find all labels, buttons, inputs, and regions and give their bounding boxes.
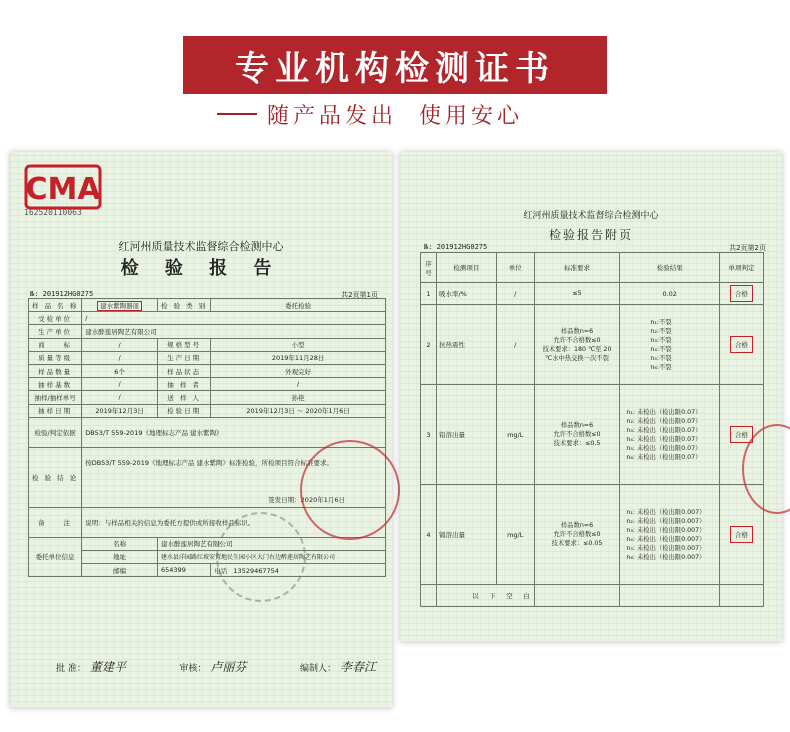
verdict-badge: 合格 [730,285,753,302]
right-doc-title: 检验报告附页 [548,228,633,242]
row-result-line: n₃:不裂 [650,336,672,344]
spec-label: 规格型号 [158,338,211,351]
signature-row [56,658,376,675]
conclusion-label: 检 验 结 论 [29,447,82,507]
row-result-line: n₁: 未检出（检出限0.07） [626,408,702,416]
test-date-value: 2019年12月3日 ～ 2020年1月6日 [211,404,386,417]
row-req-line: 样品数n=6 [560,327,594,335]
left-org-name: 红河州质量技术监督综合检测中心 [118,240,284,253]
row-no: 2 [421,305,437,385]
right-page-count: 共2页第2页 [729,244,766,252]
banner-title: 专业机构检测证书 [183,36,607,94]
base-qty-label: 抽样基数 [29,378,82,391]
left-report-no: №: 201912HG0275 [30,290,94,298]
remarks-value: 说明：与样品相关的信息为委托方提供或所接收样品标识。 [82,507,386,537]
trademark-label: 商 标 [29,338,82,351]
producer-value: 建水醉莲居陶艺有限公司 [82,325,386,338]
base-qty-value: / [82,378,158,391]
row-result-line: n₆: 未检出（检出限0.07） [626,453,702,461]
result-row-3 [421,385,764,485]
tagline-text: 随产品发出 使用安心 [267,103,523,129]
row-item: 抗热震性 [436,305,496,385]
postcode-label: 邮编 [82,564,158,577]
header-req: 标准要求 [534,253,620,283]
tagline-dash-left [217,113,257,115]
row-result-line: n₆:不裂 [650,363,672,371]
cma-logo-icon [24,164,102,210]
row-req-line: 允许不合格数≤0 [553,531,601,538]
header-item: 检测项目 [436,253,496,283]
sender-value: 孙艳 [211,391,386,404]
results-header-row [421,253,764,283]
svg-text:CMA: CMA [25,172,101,207]
trademark-value: / [82,338,158,351]
inspection-stamp [216,512,306,602]
client-name-value: 建水醉莲居陶艺有限公司 [158,537,386,550]
header-verdict: 单项判定 [720,253,764,283]
sampling-place-label: 抽样/抽样单号 [29,391,82,404]
left-page-count: 共2页第1页 [341,291,378,299]
tagline [0,96,790,132]
sample-qty-value: 6个 [82,364,158,377]
verdict-badge: 合格 [730,336,753,353]
client-name-label: 名称 [82,537,158,550]
prod-date-label: 生产日期 [158,351,211,364]
row-result-line: n₁: 未检出（检出限0.007） [626,508,706,516]
grade-label: 质量等级 [29,351,82,364]
row-result-line: n₄: 未检出（检出限0.007） [626,535,706,543]
row-req-line: ℃水中热交换一次不裂 [545,354,609,362]
header-unit: 单位 [496,253,534,283]
row-result-line: 0.02 [662,289,677,298]
review-label: 审核： [179,664,207,674]
sample-name-value: 建水紫陶器皿 [97,301,142,311]
sample-state-label: 样品状态 [158,364,211,377]
row-unit: / [496,283,534,305]
row-result-line: n₆: 未检出（检出限0.007） [626,553,706,561]
row-result-line: n₃: 未检出（检出限0.007） [626,526,706,534]
row-req-line: 技术要求：180 ℃至 20 [542,345,612,353]
sample-qty-label: 样品数量 [29,364,82,377]
row-req-line: ≤5 [572,290,582,297]
client-addr-label: 地址 [82,550,158,563]
basis-label: 检验/判定依据 [29,417,82,447]
blank-below-note: 以 下 空 白 [436,585,534,607]
row-req-line: 技术要求：≤0.05 [551,540,603,547]
inspection-report-page-1 [10,152,392,708]
row-unit: mg/L [496,485,534,585]
grade-value: / [82,351,158,364]
row-result-line: n₂: 未检出（检出限0.07） [626,417,702,425]
row-item: 镉溶出量 [436,485,496,585]
row-no: 4 [421,485,437,585]
inspection-report-page-2 [400,152,782,642]
test-type-value: 委托检验 [211,299,386,312]
sender-label: 送 样 人 [158,391,211,404]
row-req-line: 允许不合格数≤0 [553,431,601,438]
sampler-value: / [211,378,386,391]
row-result-line: n₂: 未检出（检出限0.007） [626,517,706,525]
conclusion-value: 按DB53/T 559-2019《地理标志产品 建水紫陶》标准检验，所检项目符合标准要求。 [85,458,334,467]
row-unit: mg/L [496,385,534,485]
result-row-4 [421,485,764,585]
sampler-label: 抽 样 者 [158,378,211,391]
row-result-line: n₅: 未检出（检出限0.07） [626,444,702,452]
row-req-line: 技术要求：≤0.5 [553,440,601,447]
sampling-place-value: / [82,391,158,404]
spec-value: 小型 [211,338,386,351]
row-no: 3 [421,385,437,485]
row-no: 1 [421,283,437,305]
official-stamp [300,440,400,540]
test-type-label: 检 验 类 别 [158,299,211,312]
row-result-line: n₃: 未检出（检出限0.07） [626,426,702,434]
remarks-label: 备 注 [29,507,82,537]
issue-date: 签发日期：2020年1月6日 [268,495,345,504]
header-no: 序号 [421,253,437,283]
cma-number: 162520110063 [24,208,82,217]
client-label: 委托单位信息 [29,537,82,577]
sample-name-label: 样 品 名 称 [29,299,82,312]
phone-value: 13529467754 [233,566,279,575]
result-row-footer [421,585,764,607]
approve-signature: 董建平 [89,660,126,674]
result-row-1 [421,283,764,305]
compile-label: 编制人： [299,664,336,674]
sampling-date-label: 抽样日期 [29,404,82,417]
row-result-line: n₄:不裂 [650,345,672,353]
sampling-date-value: 2019年12月3日 [82,404,158,417]
row-req-line: 允许不合格数≤0 [553,336,601,344]
inspected-unit-value: / [82,312,386,325]
verdict-badge: 合格 [730,426,753,443]
row-req-line: 样品数n=6 [560,422,594,429]
row-result-line: n₄: 未检出（检出限0.07） [626,435,702,443]
verdict-badge: 合格 [730,526,753,543]
row-result-line: n₅: 未检出（检出限0.007） [626,544,706,552]
producer-label: 生产单位 [29,325,82,338]
left-doc-title: 检 验 报 告 [120,258,282,279]
row-result-line: n₁:不裂 [650,318,672,326]
client-addr-value: 建水县洋园路红坡安置地民生园小区大门右边醉莲居陶艺有限公司 [158,550,386,563]
sample-state-value: 外观完好 [211,364,386,377]
phone-label: 电话 [214,566,228,575]
postcode-value: 654399 [161,566,186,575]
review-signature: 卢丽芬 [210,660,247,674]
row-item: 铅溶出量 [436,385,496,485]
row-result-line: n₅:不裂 [650,354,672,362]
approve-label: 批 准： [56,664,86,674]
basis-value: DB53/T 559-2019《地理标志产品 建水紫陶》 [82,417,386,447]
prod-date-value: 2019年11月28日 [211,351,386,364]
result-row-2 [421,305,764,385]
right-report-no: №: 201912HG0275 [424,243,488,251]
right-org-name: 红河州质量技术监督综合检测中心 [523,211,659,221]
row-unit: / [496,305,534,385]
inspected-unit-label: 受检单位 [29,312,82,325]
results-table [420,252,764,607]
test-date-label: 检验日期 [158,404,211,417]
row-item: 吸水率/% [436,283,496,305]
header-result: 检验结果 [620,253,720,283]
row-req-line: 样品数n=6 [560,522,594,529]
compile-signature: 李春江 [339,660,376,674]
row-result-line: n₂:不裂 [650,327,672,335]
